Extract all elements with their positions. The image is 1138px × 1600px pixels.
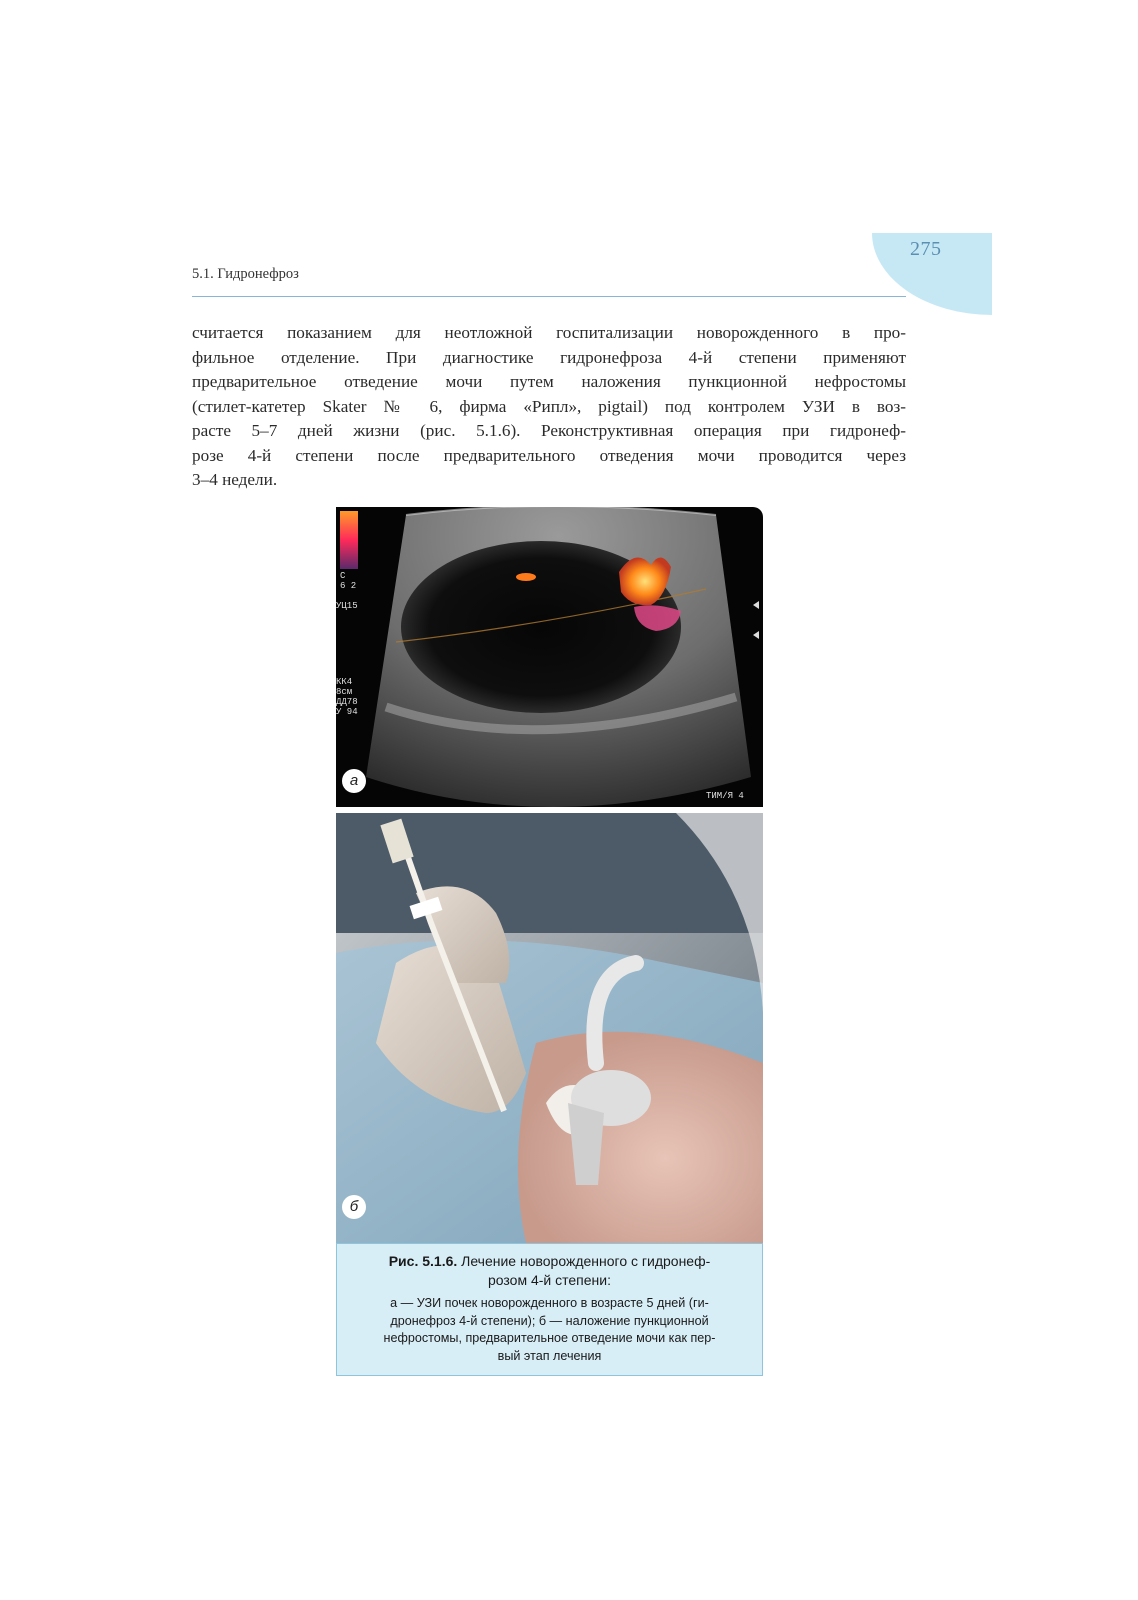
caption-title bbox=[337, 1252, 762, 1290]
caption-desc-line: вый этап лечения bbox=[497, 1348, 602, 1363]
ultrasound-params-text: КК4 8cм ДД78 У 94 bbox=[336, 677, 358, 717]
caption-title-text: розом 4-й степени: bbox=[488, 1272, 611, 1288]
running-head: 5.1. Гидронефроз bbox=[192, 266, 299, 282]
ultrasound-mode-text: УЦ15 bbox=[336, 601, 358, 611]
caption-description bbox=[337, 1295, 762, 1365]
panel-label-a: а bbox=[342, 769, 366, 793]
depth-marker-icon bbox=[753, 601, 759, 609]
body-line: считается показанием для неотложной госпитализации новорожденного в про- bbox=[192, 323, 906, 342]
caption-title-text: Лечение новорожденного с гидронеф- bbox=[457, 1253, 711, 1269]
procedure-photo-graphic bbox=[336, 813, 763, 1243]
page-number: 275 bbox=[910, 238, 942, 260]
ultrasound-image bbox=[336, 507, 763, 807]
body-line: фильное отделение. При диагностике гидронефроза 4-й степени применяют bbox=[192, 347, 906, 367]
body-paragraph bbox=[192, 321, 906, 493]
ultrasound-scale-text: C 6 2 bbox=[340, 571, 357, 591]
panel-label-b: б bbox=[342, 1195, 366, 1219]
figure-caption bbox=[336, 1243, 763, 1376]
body-line: 3–4 недели. bbox=[192, 470, 278, 489]
body-line: розе 4-й степени после предварительного отведения мочи проводится через bbox=[192, 445, 906, 465]
body-line: предварительное отведение мочи путем наложения пункционной нефростомы bbox=[192, 372, 906, 391]
caption-desc-line: нефростомы, предварительное отведение мочи как пер- bbox=[383, 1331, 716, 1345]
figure-5-1-6 bbox=[336, 507, 763, 1376]
ultrasound-footer-text: ТИМ/Я 4 bbox=[706, 791, 744, 801]
ultrasound-scan-graphic bbox=[336, 507, 763, 807]
color-scale-bar bbox=[340, 511, 358, 569]
body-line: расте 5–7 дней жизни (рис. 5.1.6). Реконструктивная операция при гидронеф- bbox=[192, 421, 906, 440]
caption-desc-line: дронефроз 4-й степени); б — наложение пункционной bbox=[390, 1313, 709, 1328]
procedure-photo bbox=[336, 813, 763, 1243]
body-line: (стилет-катетер Skater № 6, фирма «Рипл», pigtail) под контролем УЗИ в воз- bbox=[192, 396, 906, 416]
caption-desc-line: а — УЗИ почек новорожденного в возрасте 5 дней (ги- bbox=[390, 1296, 709, 1310]
caption-label: Рис. 5.1.6. bbox=[388, 1253, 458, 1269]
depth-marker-icon bbox=[753, 631, 759, 639]
header-rule bbox=[192, 296, 906, 297]
